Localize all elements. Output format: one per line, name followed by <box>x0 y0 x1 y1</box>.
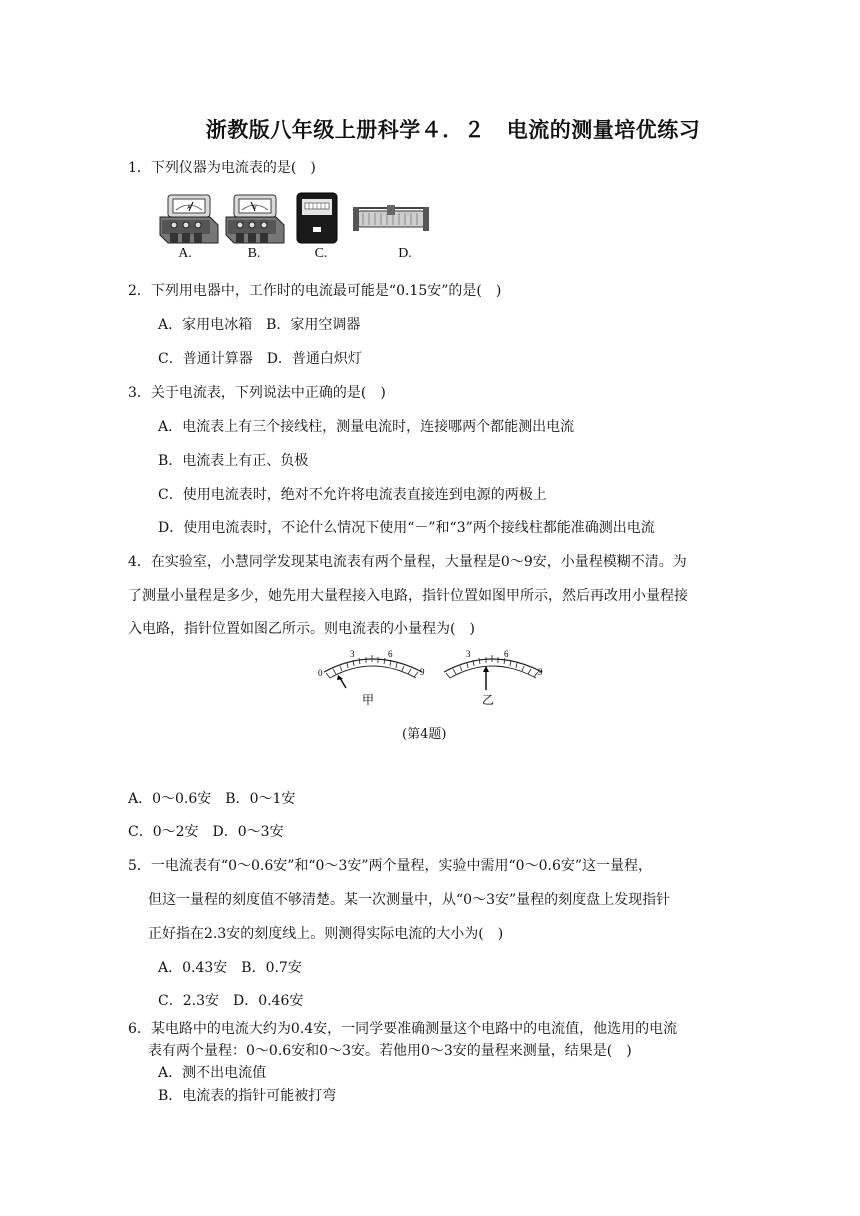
dial-yi-label: 乙 <box>482 693 495 707</box>
dial-jia <box>324 655 422 688</box>
q3-option-d: D．使用电流表时，不论什么情况下使用“－”和“3”两个接线柱都能准确测出电流 <box>158 520 655 536</box>
q6-option-b: B．电流表的指针可能被打弯 <box>158 1088 337 1104</box>
q1-option-a: A. <box>178 246 192 261</box>
q6-option-a: A．测不出电流值 <box>158 1065 267 1081</box>
q4-options-row2: C．0～2安 D．0～3安 <box>128 824 284 840</box>
q3-stem: 3．关于电流表，下列说法中正确的是( ) <box>128 385 386 401</box>
q5-options-row2: C．2.3安 D．0.46安 <box>158 993 304 1009</box>
q4-options-row1: A．0～0.6安 B．0～1安 <box>128 791 296 807</box>
q1-option-b: B. <box>247 246 261 261</box>
q4-line3: 入电路，指针位置如图乙所示。则电流表的小量程为( ) <box>128 621 475 637</box>
dial-yi-tick-9: 9 <box>538 667 543 677</box>
dial-jia-tick-0: 0 <box>318 668 323 678</box>
svg-text:V: V <box>253 205 257 211</box>
dial-jia-label: 甲 <box>362 693 375 707</box>
q2-stem: 2．下列用电器中，工作时的电流最可能是“0.15安”的是( ) <box>128 283 502 299</box>
q4-line1: 4．在实验室，小慧同学发现某电流表有两个量程，大量程是0～9安，小量程模糊不清。为 <box>128 554 687 570</box>
svg-text:A: A <box>187 205 191 211</box>
q1-option-c: C. <box>314 246 328 261</box>
dial-yi-tick-6: 6 <box>504 649 509 659</box>
q4-meter-dials <box>310 648 550 712</box>
q4-figure-caption: (第4题) <box>402 727 447 742</box>
q3-option-c: C．使用电流表时，绝对不允许将电流表直接连到电源的两极上 <box>158 487 547 503</box>
q1-stem: 1．下列仪器为电流表的是( ) <box>128 160 316 176</box>
q3-option-b: B．电流表上有正、负极 <box>158 453 309 469</box>
q6-line2: 表有两个量程：0～0.6安和0～3安。若他用0～3安的量程来测量，结果是( ) <box>148 1043 632 1059</box>
q5-line1: 5．一电流表有“0～0.6安”和“0～3安”两个量程，实验中需用“0～0.6安”这一量程， <box>128 858 653 874</box>
dial-jia-tick-9: 9 <box>420 667 425 677</box>
q5-options-row1: A．0.43安 B．0.7安 <box>158 960 302 976</box>
q6-line1: 6．某电路中的电流大约为0.4安，一同学要准确测量这个电路中的电流值，他选用的电流 <box>128 1021 678 1037</box>
q2-options-row2: C．普通计算器 D．普通白炽灯 <box>158 351 362 367</box>
q1-instrument-images <box>150 190 440 250</box>
q2-options-row1: A．家用电冰箱 B．家用空调器 <box>158 317 361 333</box>
voltmeter-image <box>226 195 284 243</box>
q3-option-a: A．电流表上有三个接线柱，测量电流时，连接哪两个都能测出电流 <box>158 419 575 435</box>
q1-option-d: D. <box>398 246 412 261</box>
dial-jia-tick-3: 3 <box>350 649 355 659</box>
dial-yi-tick-3: 3 <box>466 649 471 659</box>
q5-line2: 但这一量程的刻度值不够清楚。某一次测量中，从“0～3安”量程的刻度盘上发现指针 <box>148 892 671 908</box>
page-title: 浙教版八年级上册科学４．２ 电流的测量培优练习 <box>205 118 701 142</box>
q5-line3: 正好指在2.3安的刻度线上。则测得实际电流的大小为( ) <box>148 926 504 942</box>
dial-yi <box>444 655 542 690</box>
energy-meter-image <box>297 193 337 243</box>
ammeter-image <box>160 195 218 243</box>
q4-line2: 了测量小量程是多少，她先用大量程接入电路，指针位置如图甲所示，然后再改用小量程接 <box>128 588 688 604</box>
dial-jia-tick-6: 6 <box>388 649 393 659</box>
rheostat-image <box>353 205 429 231</box>
